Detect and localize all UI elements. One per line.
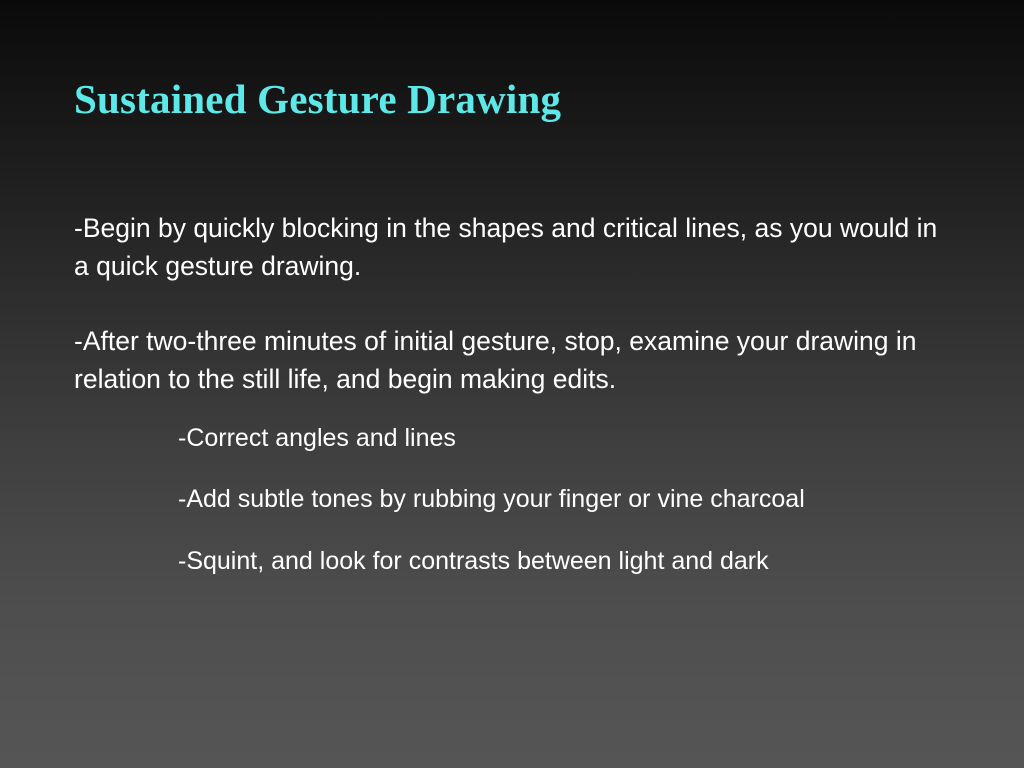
list-item: -Squint, and look for contrasts between light and dark [178,546,769,575]
list-item: -Add subtle tones by rubbing your finger or vine charcoal [178,485,805,513]
body-paragraph-2: -After two-three minutes of initial gesture, stop, examine your drawing in relation to the still life, and begin making edits. [74,326,917,394]
sub-point-list [74,421,954,580]
slide-title: Sustained Gesture Drawing [74,76,562,122]
slide-body [74,210,954,579]
list-item: -Correct angles and lines [178,423,456,452]
body-paragraph-1: -Begin by quickly blocking in the shapes and critical lines, as you would in a quick gesture drawing. [74,213,938,281]
